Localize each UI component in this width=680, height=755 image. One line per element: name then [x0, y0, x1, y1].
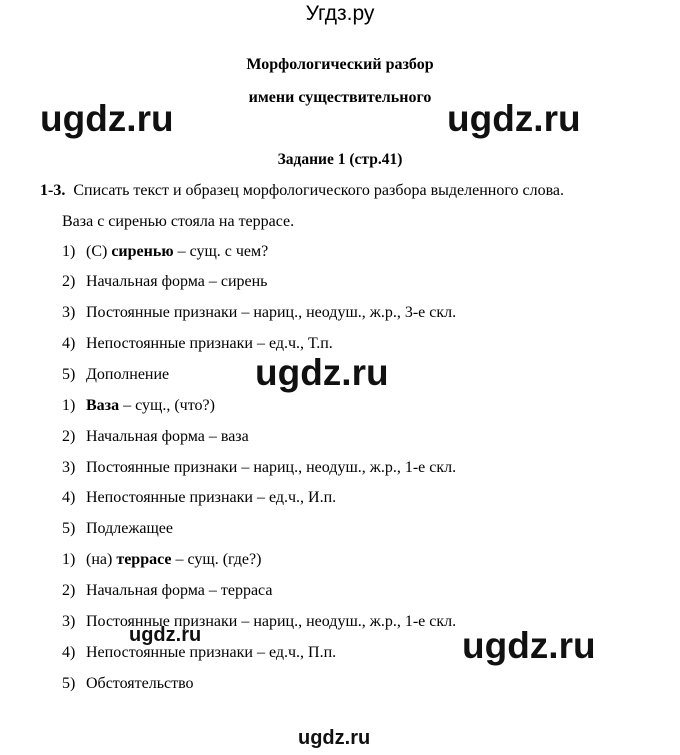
item-text: – сущ. с чем? [173, 243, 269, 260]
list-item [62, 613, 456, 631]
list-item [62, 551, 261, 569]
task-instruction [40, 182, 564, 200]
item-number: 4) [62, 489, 76, 506]
list-item [62, 243, 268, 261]
watermark: ugdz.ru [129, 624, 202, 646]
item-text: Непостоянные признаки – ед.ч., Т.п. [86, 335, 333, 352]
item-text: Начальная форма – терраса [86, 582, 273, 599]
watermark: ugdz.ru [40, 98, 174, 139]
item-highlight-word: сиренью [111, 243, 174, 260]
list-item [62, 489, 336, 507]
title-line-2: имени существительного [248, 89, 432, 106]
list-item [62, 428, 249, 446]
item-number: 4) [62, 335, 76, 352]
task-text: Списать текст и образец морфологического разбора выделенного слова. [73, 182, 565, 199]
list-item [62, 397, 215, 415]
source-sentence: Ваза с сиренью стояла на террасе. [62, 213, 295, 230]
item-number: 5) [62, 366, 76, 383]
item-text: Непостоянные признаки – ед.ч., П.п. [86, 644, 337, 661]
item-text: Начальная форма – ваза [86, 428, 249, 445]
list-item [62, 273, 267, 291]
item-number: 5) [62, 520, 76, 537]
item-text: – сущ. (где?) [171, 551, 262, 568]
item-prefix: (на) [86, 551, 117, 568]
list-item [62, 335, 333, 353]
item-number: 1) [62, 551, 76, 568]
watermark: ugdz.ru [298, 727, 371, 749]
site-header: Угдз.ру [305, 2, 375, 25]
item-text: Непостоянные признаки – ед.ч., И.п. [86, 489, 337, 506]
watermark: ugdz.ru [462, 625, 596, 666]
task-title: Задание 1 (стр.41) [277, 151, 403, 168]
item-number: 3) [62, 304, 76, 321]
task-number: 1-3. [40, 182, 66, 199]
list-item [62, 582, 272, 600]
item-number: 4) [62, 644, 76, 661]
item-number: 1) [62, 397, 76, 414]
item-text: Начальная форма – сирень [86, 273, 268, 290]
item-text: Дополнение [86, 366, 170, 383]
list-item [62, 520, 173, 538]
watermark: ugdz.ru [447, 98, 581, 139]
item-number: 5) [62, 675, 76, 692]
item-text: Постоянные признаки – нариц., неодуш., ж.р., 1-е скл. [86, 613, 457, 630]
item-number: 3) [62, 613, 76, 630]
item-number: 2) [62, 582, 76, 599]
item-number: 3) [62, 459, 76, 476]
item-text: Обстоятельство [86, 675, 194, 692]
item-number: 2) [62, 428, 76, 445]
item-number: 1) [62, 243, 76, 260]
item-number: 2) [62, 273, 76, 290]
item-highlight-word: террасе [116, 551, 172, 568]
title-line-1: Морфологический разбор [246, 56, 434, 73]
item-text: Постоянные признаки – нариц., неодуш., ж.р., 1-е скл. [86, 459, 457, 476]
item-text: Подлежащее [86, 520, 173, 537]
item-text: Постоянные признаки – нариц., неодуш., ж.р., 3-е скл. [86, 304, 457, 321]
item-highlight-word: Ваза [86, 397, 120, 414]
item-text: – сущ., (что?) [119, 397, 215, 414]
item-prefix: (С) [86, 243, 112, 260]
watermark: ugdz.ru [255, 352, 389, 393]
list-item [62, 366, 169, 384]
list-item [62, 675, 194, 693]
list-item [62, 304, 456, 322]
list-item [62, 459, 456, 477]
